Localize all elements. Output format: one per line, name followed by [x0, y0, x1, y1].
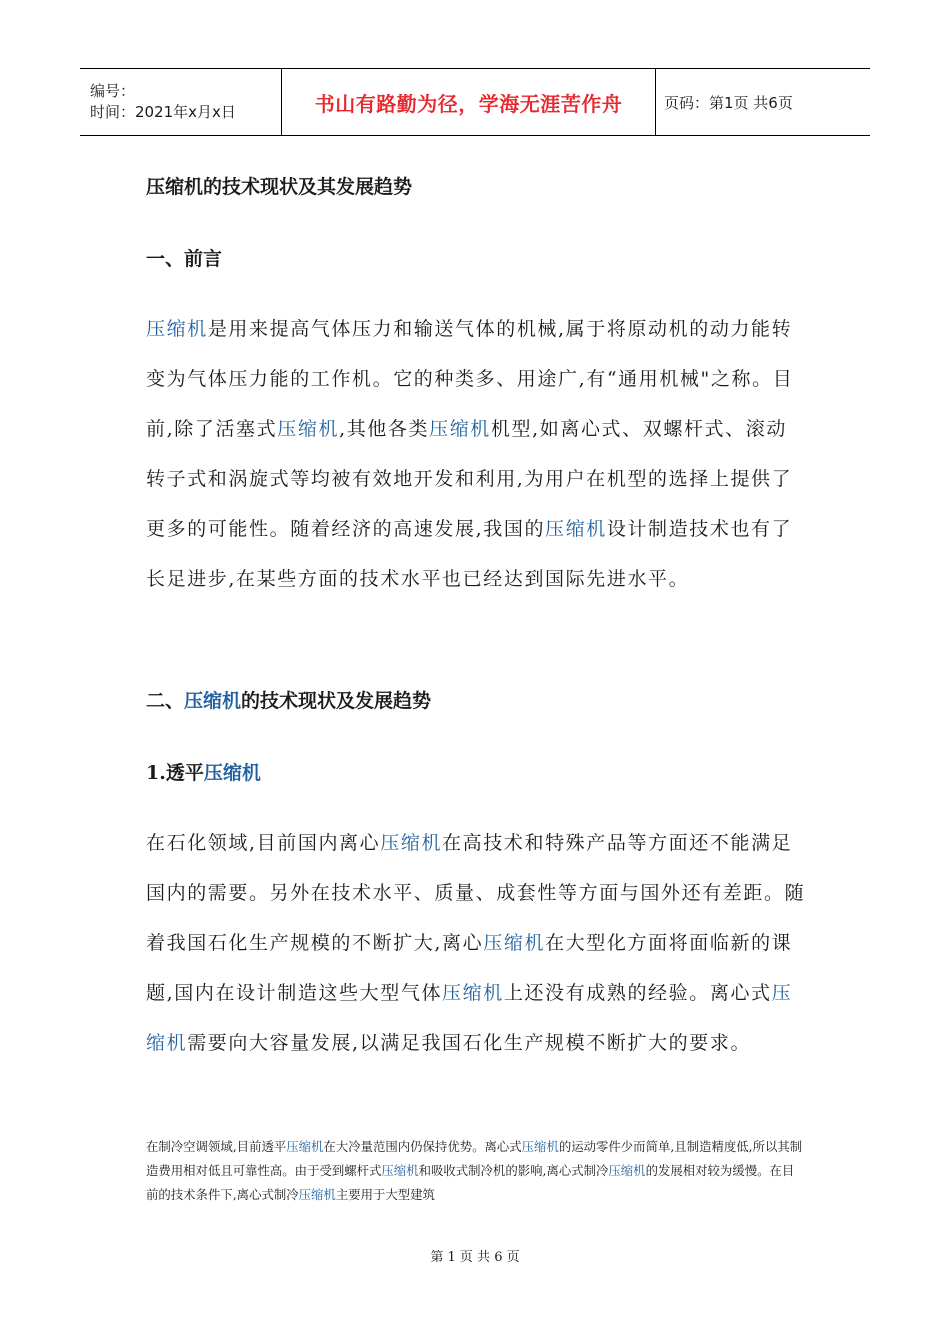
number-label: 编号：: [90, 82, 136, 100]
section-heading-status: [146, 686, 806, 713]
link-compressor[interactable]: 压缩机: [429, 418, 491, 440]
text-run: 二、: [146, 690, 185, 712]
link-compressor[interactable]: 压缩机: [184, 690, 242, 712]
section-heading-intro: 一、前言: [146, 248, 223, 270]
link-compressor[interactable]: 压缩机: [203, 762, 261, 784]
link-compressor[interactable]: 压缩机: [146, 318, 208, 340]
header-table: [80, 68, 870, 136]
link-compressor[interactable]: 压缩机: [442, 982, 504, 1004]
paragraph-refrigeration: [146, 1135, 806, 1207]
paragraph-petrochemical: [146, 818, 806, 1068]
link-compressor[interactable]: 压缩机: [545, 518, 607, 540]
header-page-cell: [656, 69, 870, 135]
text-run: 主要用于大型建筑: [335, 1187, 435, 1202]
link-compressor[interactable]: 压缩机: [608, 1163, 646, 1178]
text-run: 1.透平: [146, 762, 204, 784]
link-compressor[interactable]: 压缩机: [483, 932, 546, 954]
motto: 书山有路勤为径，学海无涯苦作舟: [314, 91, 623, 116]
link-compressor[interactable]: 压缩机: [381, 1163, 419, 1178]
text-run: 在石化领域,目前国内离心: [146, 832, 381, 854]
header-motto-cell: [282, 69, 656, 135]
text-run: 在大冷量范围内仍保持优势。离心式: [323, 1139, 522, 1154]
link-compressor[interactable]: 压缩机: [146, 982, 793, 1054]
text-run: 的运动零件少而简单,且制造精度低,所以其制造费用相对低且可靠性高。由于受到螺杆式: [146, 1139, 803, 1178]
text-run: 是用来提高气体压力和输送气体的机械,属于将原动机的动力能转变为气体压力能的工作机。它的种类多、用途广,有“通用机械"之称。目前,除了活塞式: [146, 318, 794, 440]
text-run: 在高技术和特殊产品等方面还不能满足国内的需要。另外在技术水平、质量、成套性等方面与国外还有差距。随着我国石化生产规模的不断扩大,离心: [146, 832, 806, 954]
text-run: 的技术现状及发展趋势: [241, 690, 432, 712]
text-run: 的发展相对较为缓慢。在目前的技术条件下,离心式制冷: [146, 1163, 795, 1202]
text-run: 在大型化方面将面临新的课题,国内在设计制造这些大型气体: [146, 932, 793, 1004]
subsection-heading-turbo: [146, 758, 806, 785]
link-compressor[interactable]: 压缩机: [286, 1139, 324, 1154]
header-meta: [80, 69, 282, 135]
text-run: 需要向大容量发展,以满足我国石化生产规模不断扩大的要求。: [187, 1032, 752, 1054]
time-label: 时间：2021年x月x日: [90, 103, 236, 121]
text-run: 机型,如离心式、双螺杆式、滚动转子式和涡旋式等均被有效地开发和利用,为用户在机型的选择上提供了更多的可能性。随着经济的高速发展,我国的: [146, 418, 793, 540]
text-run: 在制冷空调领域,目前透平: [146, 1139, 287, 1154]
text-run: 和吸收式制冷机的影响,离心式制冷: [418, 1163, 609, 1178]
link-compressor[interactable]: 压缩机: [380, 832, 443, 854]
page-footer: 第 1 页 共 6 页: [430, 1250, 520, 1265]
text-run: 上还没有成熟的经验。离心式: [503, 982, 772, 1004]
link-compressor[interactable]: 压缩机: [298, 1187, 336, 1202]
text-run: ,其他各类: [339, 418, 430, 440]
doc-title: 压缩机的技术现状及其发展趋势: [146, 176, 413, 198]
link-compressor[interactable]: 压缩机: [277, 418, 340, 440]
text-run: 设计制造技术也有了长足进步,在某些方面的技术水平也已经达到国际先进水平。: [146, 518, 793, 590]
page-code: 页码：第1页 共6页: [664, 93, 793, 112]
paragraph-intro: [146, 304, 806, 604]
link-compressor[interactable]: 压缩机: [521, 1139, 559, 1154]
